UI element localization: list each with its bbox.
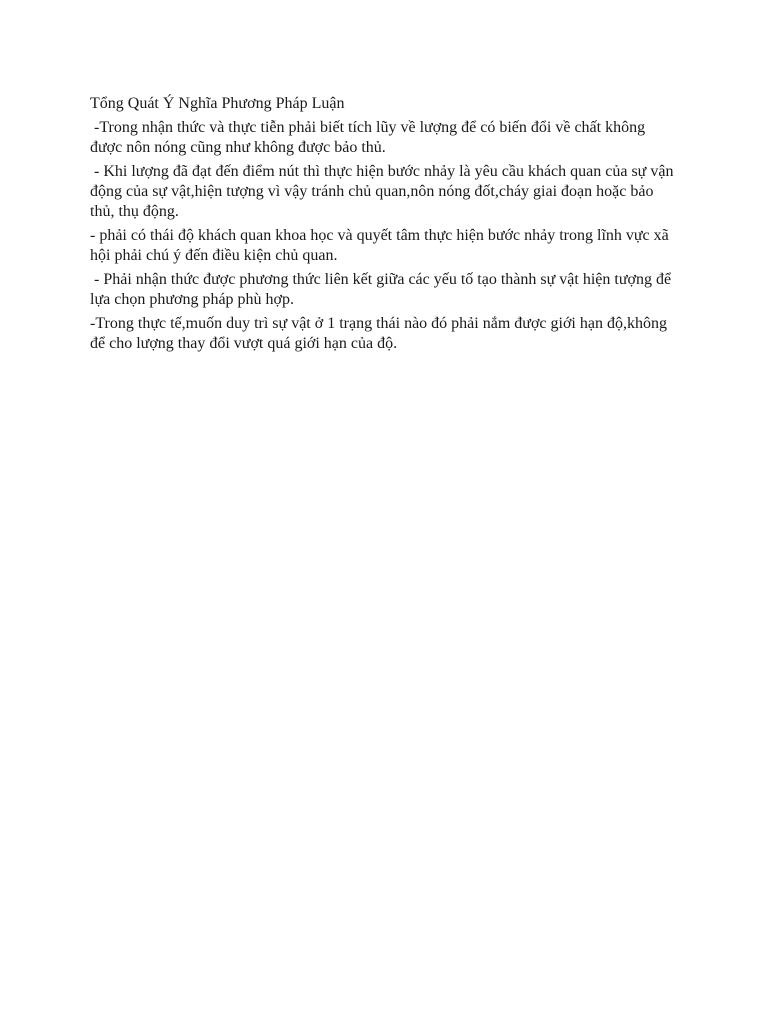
document-title: Tổng Quát Ý Nghĩa Phương Pháp Luận bbox=[90, 95, 345, 112]
document-body bbox=[90, 94, 680, 358]
paragraph-3: - phải có thái độ khách quan khoa học và quyết tâm thực hiện bước nhảy trong lĩnh vực xã hội phải chú ý đến điều kiện chủ quan. bbox=[90, 227, 673, 264]
paragraph-4: - Phải nhận thức được phương thức liên kết giữa các yếu tố tạo thành sự vật hiện tượng để lựa chọn phương pháp phù hợp. bbox=[90, 271, 676, 308]
paragraph-2: - Khi lượng đã đạt đến điểm nút thì thực hiện bước nhảy là yêu cầu khách quan của sự vận động của sự vật,hiện tượng vì vậy tránh chủ quan,nôn nóng đốt,cháy giai đoạn hoặc bảo thủ, thụ động. bbox=[90, 163, 678, 220]
paragraph-5: -Trong thực tế,muốn duy trì sự vật ở 1 trạng thái nào đó phải nắm được giới hạn độ,không để cho lượng thay đổi vượt quá giới hạn của độ. bbox=[90, 315, 671, 352]
paragraph-1: -Trong nhận thức và thực tiễn phải biết tích lũy về lượng để có biến đổi về chất không được nôn nóng cũng như không được bảo thủ. bbox=[90, 119, 650, 156]
